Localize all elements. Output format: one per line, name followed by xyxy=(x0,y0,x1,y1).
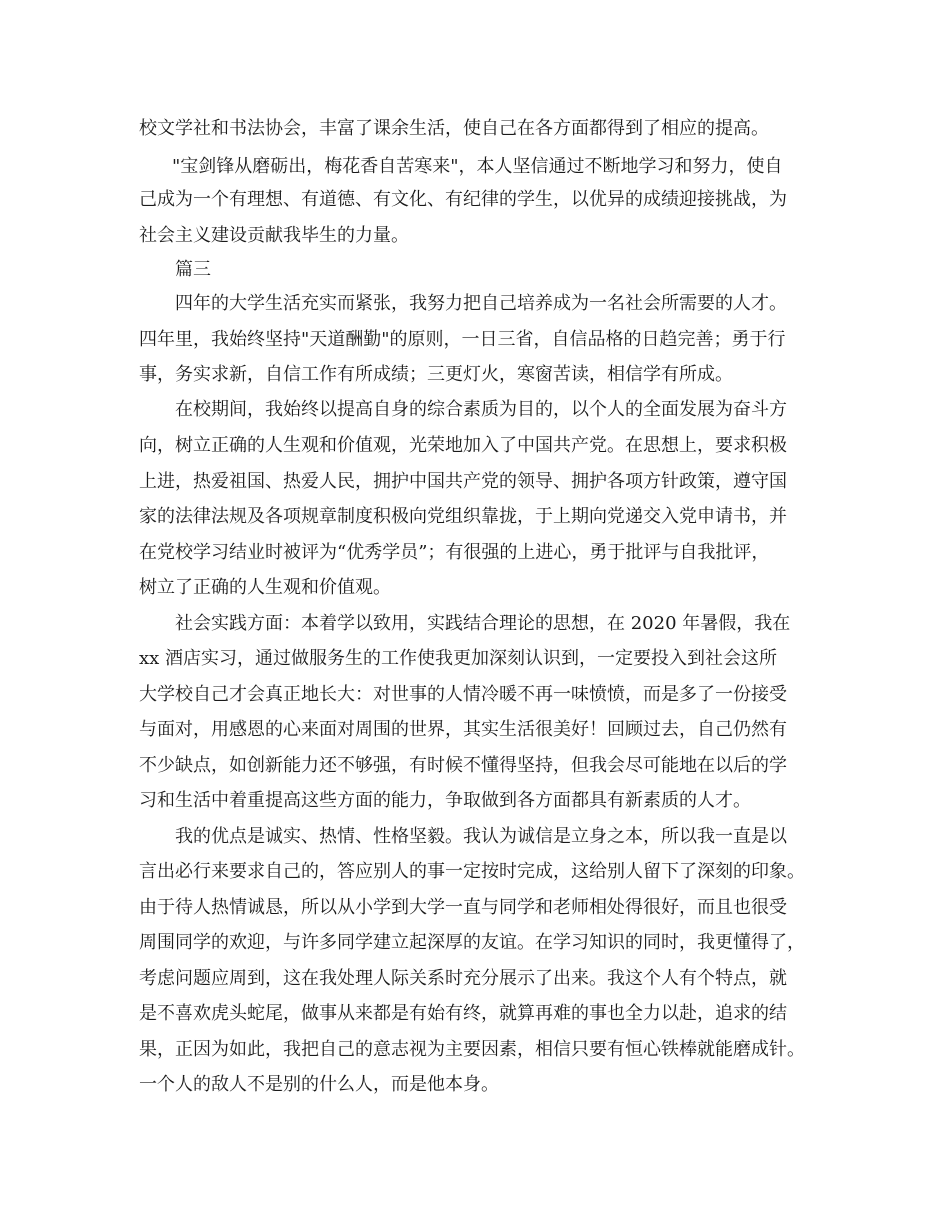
text-line: 社会实践方面：本着学以致用，实践结合理论的思想，在 2020 年暑假，我在 xyxy=(175,613,791,634)
text-line: 果，正因为如此，我把自己的意志视为主要因素，相信只要有恒心铁棒就能磨成针。 xyxy=(139,1039,805,1060)
text-line: 我的优点是诚实、热情、性格坚毅。我认为诚信是立身之本，所以我一直是以 xyxy=(175,826,787,847)
text-line: 不少缺点，如创新能力还不够强，有时候不懂得坚持，但我会尽可能地在以后的学 xyxy=(139,755,787,776)
text-line: 在党校学习结业时被评为“优秀学员”；有很强的上进心，勇于批评与自我批评， xyxy=(139,542,770,563)
text-line: 由于待人热情诚恳，所以从小学到大学一直与同学和老师相处得很好，而且也很受 xyxy=(139,897,787,918)
text-line: xx 酒店实习，通过做服务生的工作使我更加深刻认识到，一定要投入到社会这所 xyxy=(139,648,778,669)
text-line: 考虑问题应周到，这在我处理人际关系时充分展示了出来。我这个人有个特点，就 xyxy=(139,968,787,989)
text-line: 与面对，用感恩的心来面对周围的世界，其实生活很美好！回顾过去，自己仍然有 xyxy=(139,719,787,740)
text-line: 周围同学的欢迎，与许多同学建立起深厚的友谊。在学习知识的同时，我更懂得了， xyxy=(139,932,805,953)
text-line: 言出必行来要求自己的，答应别人的事一定按时完成，这给别人留下了深刻的印象。 xyxy=(139,861,805,882)
text-line: 习和生活中着重提高这些方面的能力，争取做到各方面都具有新素质的人才。 xyxy=(139,790,751,811)
text-line: 在校期间，我始终以提高自身的综合素质为目的，以个人的全面发展为奋斗方 xyxy=(175,399,787,420)
text-line: 向，树立正确的人生观和价值观，光荣地加入了中国共产党。在思想上，要求积极 xyxy=(139,435,787,456)
text-line: "宝剑锋从磨砺出，梅花香自苦寒来"，本人坚信通过不断地学习和努力，使自 xyxy=(172,156,783,177)
text-line: 是不喜欢虎头蛇尾，做事从来都是有始有终，就算再难的事也全力以赴，追求的结 xyxy=(139,1003,787,1024)
text-line: 家的法律法规及各项规章制度积极向党组织靠拢，于上期向党递交入党申请书，并 xyxy=(139,506,787,527)
text-line: 己成为一个有理想、有道德、有文化、有纪律的学生，以优异的成绩迎接挑战，为 xyxy=(139,189,787,210)
text-line: 校文学社和书法协会，丰富了课余生活，使自己在各方面都得到了相应的提高。 xyxy=(139,118,769,139)
text-line: 事，务实求新，自信工作有所成绩；三更灯火，寒窗苦读，相信学有所成。 xyxy=(139,364,733,385)
text-line: 四年里，我始终坚持"天道酬勤"的原则，一日三省，自信品格的日趋完善；勇于行 xyxy=(139,329,786,350)
text-line: 四年的大学生活充实而紧张，我努力把自己培养成为一名社会所需要的人才。 xyxy=(175,293,787,314)
section-heading: 篇三 xyxy=(175,259,211,280)
text-line: 树立了正确的人生观和价值观。 xyxy=(139,577,391,598)
text-line: 上进，热爱祖国、热爱人民，拥护中国共产党的领导、拥护各项方针政策，遵守国 xyxy=(139,471,787,492)
text-line: 大学校自己才会真正地长大：对世事的人情冷暖不再一味愤愤，而是多了一份接受 xyxy=(139,684,787,705)
text-line: 社会主义建设贡献我毕生的力量。 xyxy=(139,225,409,246)
text-line: 一个人的敌人不是别的什么人，而是他本身。 xyxy=(139,1074,499,1095)
